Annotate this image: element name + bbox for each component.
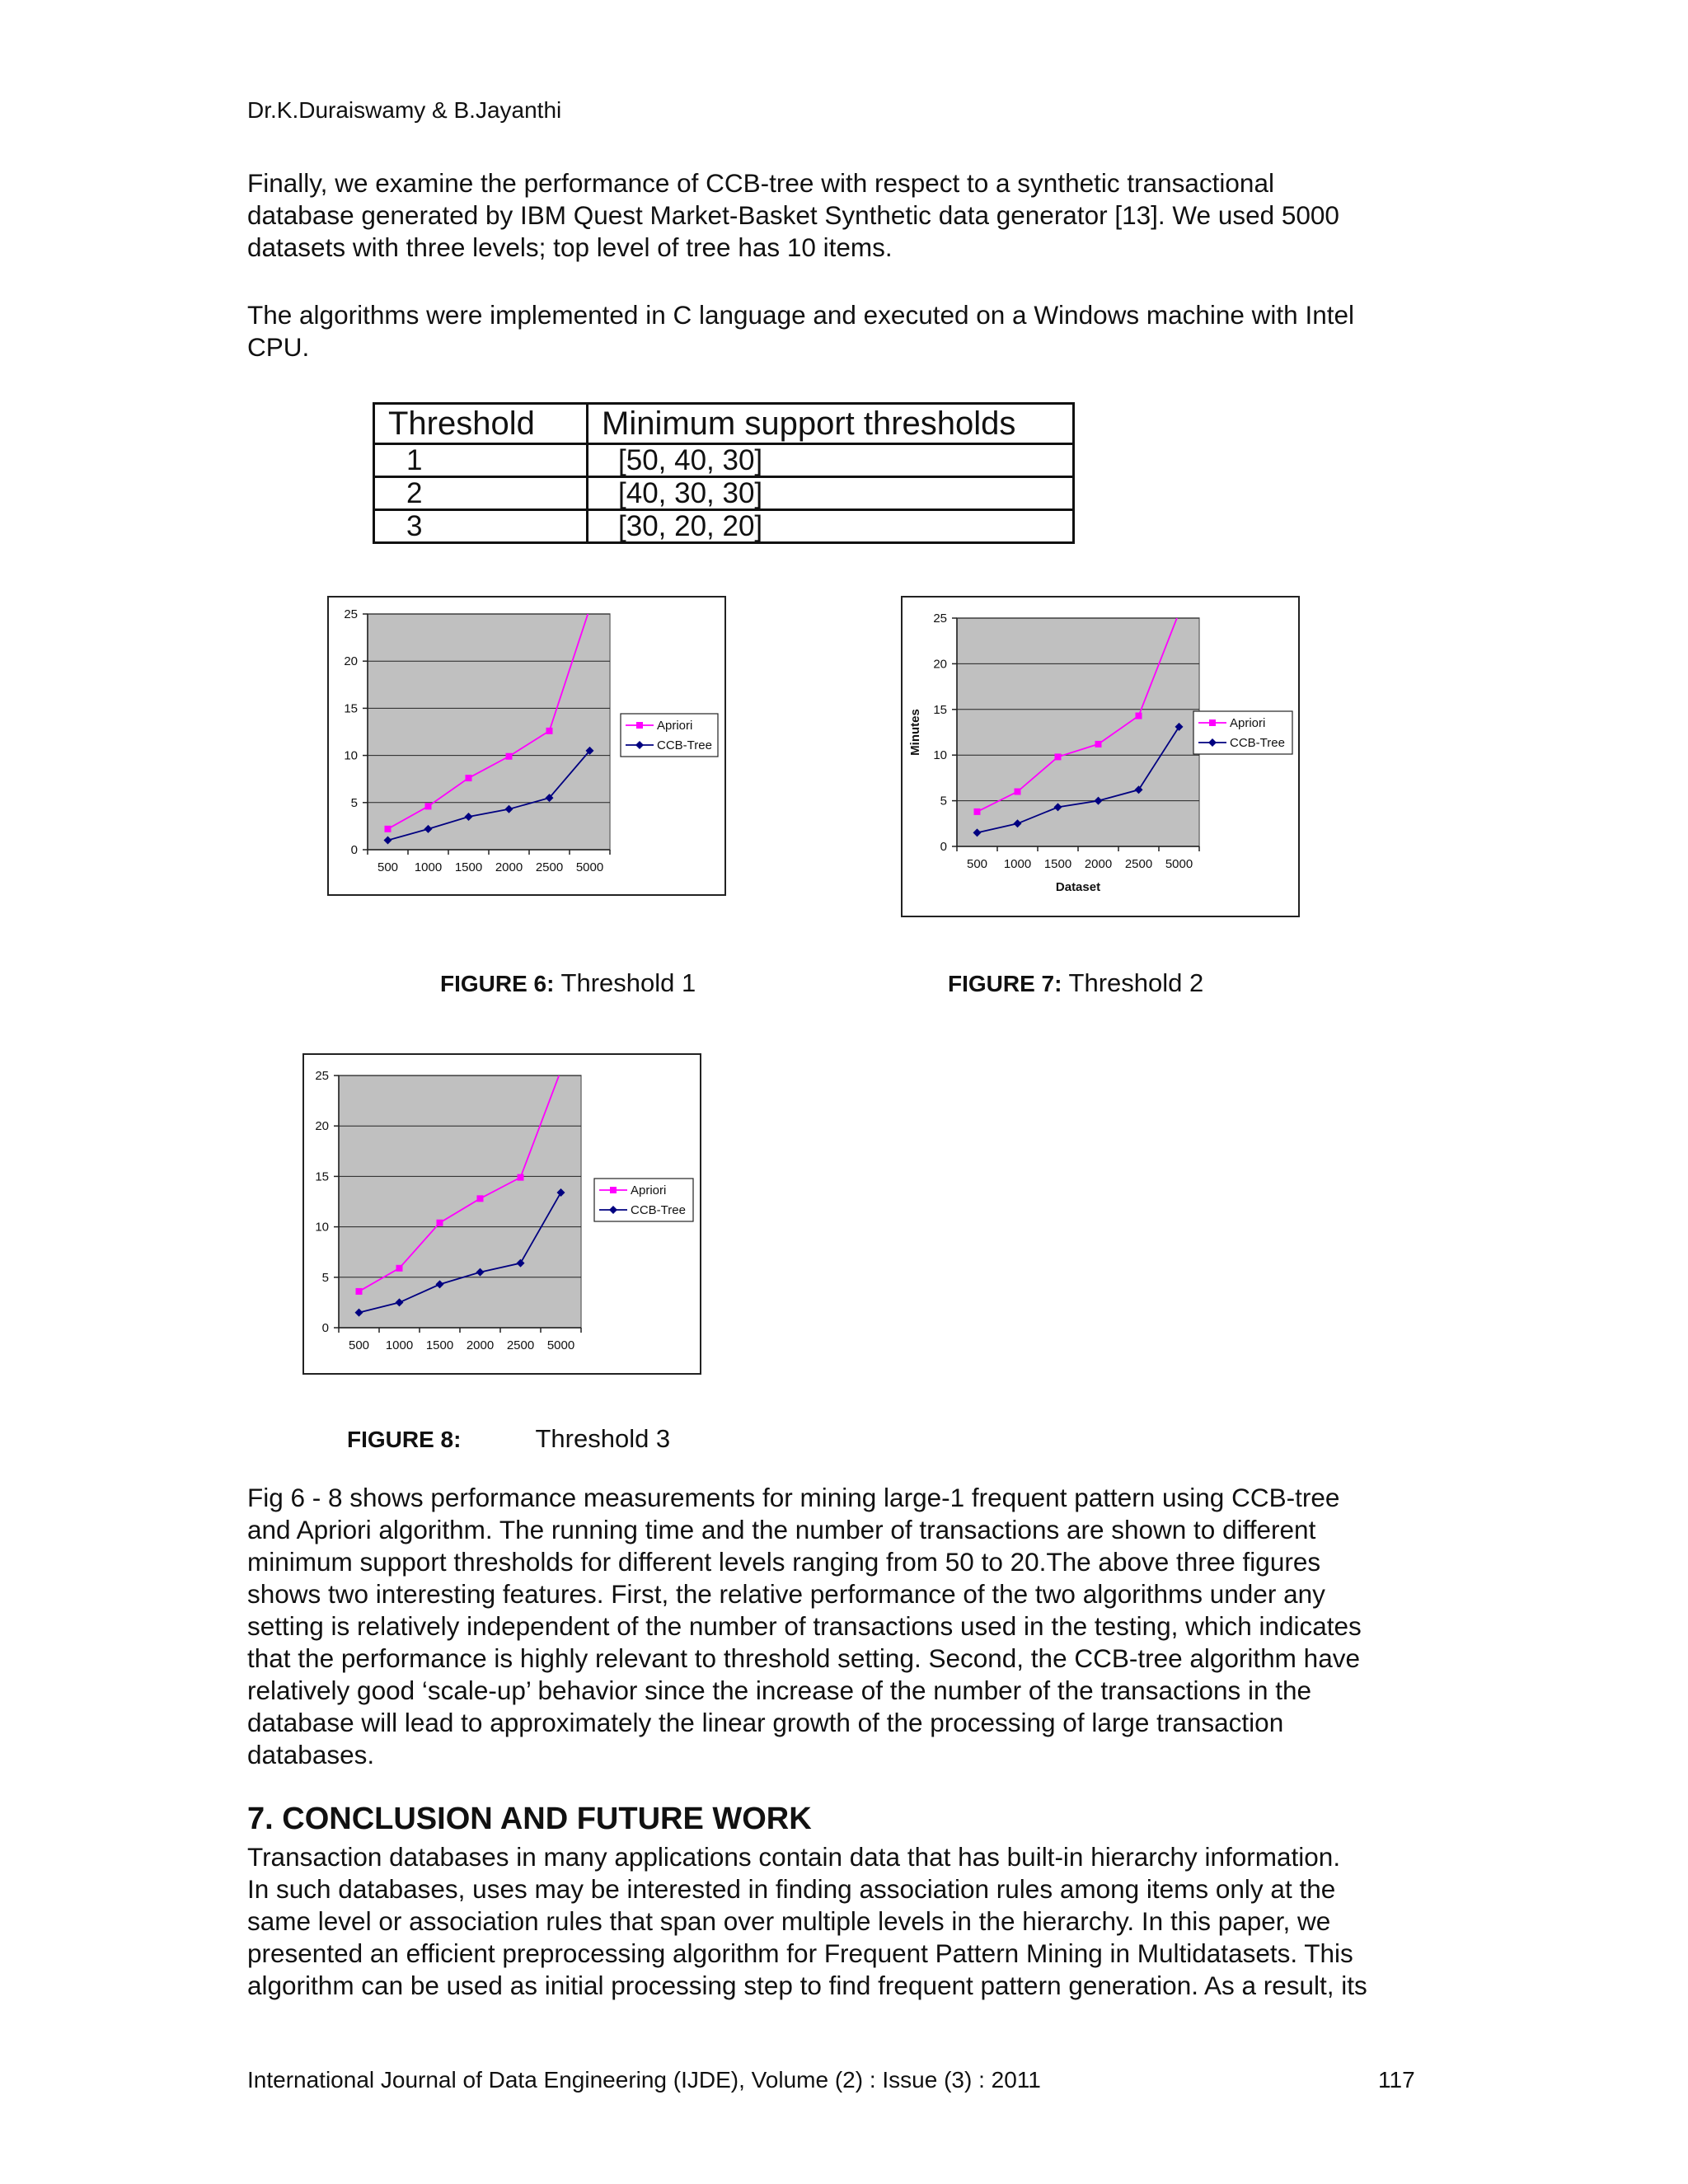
x-tick-label: 500 [377, 860, 399, 874]
x-tick-label: 2500 [1124, 857, 1153, 871]
x-tick-label: 2000 [1084, 857, 1113, 871]
table-cell: [50, 40, 30] [588, 444, 1074, 477]
y-tick-label: 15 [933, 702, 947, 717]
apriori-data-point [974, 808, 981, 815]
x-tick-label: 2000 [466, 1338, 495, 1352]
footer-journal: International Journal of Data Engineering (IJDE), Volume (2) : Issue (3) : 2011 [247, 2067, 1041, 2093]
chart-figure-7 [901, 596, 1300, 917]
y-tick-label: 20 [344, 654, 358, 669]
text-line: CPU. [247, 332, 310, 362]
running-header: Dr.K.Duraiswamy & B.Jayanthi [247, 97, 562, 123]
page-number: 117 [1378, 2067, 1415, 2093]
table-row [374, 510, 1074, 543]
y-tick-label: 0 [350, 843, 358, 857]
chart-svg [302, 1053, 701, 1375]
text-line: that the performance is highly relevant to threshold setting. Second, the CCB-tree algorithm have [247, 1643, 1360, 1673]
caption-label: FIGURE 7: [948, 971, 1062, 996]
x-tick-label: 2500 [506, 1338, 535, 1352]
paragraph-dataset [247, 167, 1447, 264]
legend-label: CCB-Tree [631, 1203, 686, 1217]
y-tick-label: 10 [344, 748, 358, 763]
text-line: shows two interesting features. First, the relative performance of the two algorithms under any [247, 1579, 1325, 1609]
chart-svg [327, 596, 726, 896]
x-tick-label: 2500 [535, 860, 564, 874]
table-row [374, 444, 1074, 477]
table-header-threshold: Threshold [374, 404, 588, 444]
y-tick-label: 5 [321, 1270, 329, 1285]
text-line: presented an efficient preprocessing algorithm for Frequent Pattern Mining in Multidatasets. This [247, 1938, 1353, 1968]
table-cell: [40, 30, 30] [588, 477, 1074, 510]
y-tick-label: 0 [940, 840, 947, 854]
x-tick-label: 1000 [1003, 857, 1032, 871]
text-line: Transaction databases in many applications contain data that has built-in hierarchy information. [247, 1842, 1341, 1872]
figure-8-caption [347, 1424, 670, 1454]
table-cell: 2 [374, 477, 588, 510]
apriori-data-point [518, 1174, 524, 1181]
chart-svg [901, 596, 1300, 917]
paragraph-implementation [247, 299, 1447, 363]
legend-label: Apriori [631, 1183, 667, 1197]
text-line: Fig 6 - 8 shows performance measurements for mining large-1 frequent pattern using CCB-tree [247, 1483, 1340, 1512]
legend-apriori-marker [1209, 719, 1216, 726]
apriori-data-point [1015, 789, 1021, 795]
x-axis-title: Dataset [1055, 880, 1101, 894]
legend-label: Apriori [1230, 716, 1266, 730]
table-cell: 3 [374, 510, 588, 543]
apriori-data-point [466, 775, 472, 781]
threshold-table [373, 402, 1075, 544]
text-line: databases. [247, 1740, 375, 1769]
y-tick-label: 15 [315, 1169, 329, 1184]
table-cell: [30, 20, 20] [588, 510, 1074, 543]
legend-label: CCB-Tree [1230, 736, 1285, 750]
y-axis-title: Minutes [908, 709, 922, 756]
plot-area [368, 614, 610, 850]
table-header-min-support: Minimum support thresholds [588, 404, 1074, 444]
text-line: algorithm can be used as initial processing step to find frequent pattern generation. As a result, its [247, 1971, 1367, 2000]
y-tick-label: 10 [315, 1220, 329, 1235]
caption-text: Threshold 3 [535, 1424, 671, 1453]
paragraph-results [247, 1482, 1447, 1771]
legend-label: CCB-Tree [657, 738, 712, 752]
y-tick-label: 5 [350, 795, 358, 810]
y-tick-label: 25 [315, 1069, 329, 1083]
x-tick-label: 1000 [414, 860, 443, 874]
caption-label: FIGURE 6: [440, 971, 555, 996]
section-heading: 7. CONCLUSION AND FUTURE WORK [247, 1802, 812, 1836]
text-line: The algorithms were implemented in C language and executed on a Windows machine with Intel [247, 300, 1354, 330]
x-tick-label: 5000 [546, 1338, 575, 1352]
legend-apriori-marker [636, 722, 643, 729]
y-tick-label: 5 [940, 794, 947, 808]
table-header-row [374, 404, 1074, 444]
caption-label: FIGURE 8: [347, 1427, 462, 1452]
x-tick-label: 500 [348, 1338, 370, 1352]
paragraph-conclusion [247, 1841, 1447, 2002]
text-line: In such databases, uses may be interested in finding association rules among items only at the [247, 1874, 1336, 1904]
apriori-data-point [1055, 753, 1062, 760]
legend-label: Apriori [657, 719, 693, 733]
apriori-data-point [425, 803, 432, 809]
text-line: setting is relatively independent of the number of transactions used in the testing, which indicates [247, 1611, 1362, 1641]
chart-figure-6 [327, 596, 726, 896]
apriori-data-point [1136, 713, 1142, 719]
apriori-data-point [1095, 741, 1102, 748]
y-tick-label: 10 [933, 748, 947, 763]
x-tick-label: 1000 [385, 1338, 414, 1352]
y-tick-label: 0 [321, 1321, 329, 1335]
caption-text: Threshold 2 [1062, 968, 1204, 997]
x-tick-label: 1500 [454, 860, 483, 874]
y-tick-label: 20 [933, 657, 947, 672]
text-line: datasets with three levels; top level of tree has 10 items. [247, 232, 893, 262]
text-line: same level or association rules that span over multiple levels in the hierarchy. In this paper, we [247, 1906, 1331, 1936]
text-line: relatively good ‘scale-up’ behavior since the increase of the number of the transactions in the [247, 1675, 1312, 1705]
apriori-data-point [356, 1288, 363, 1295]
apriori-data-point [437, 1220, 443, 1226]
y-tick-label: 15 [344, 701, 358, 716]
text-line: database will lead to approximately the linear growth of the processing of large transaction [247, 1708, 1284, 1737]
caption-text: Threshold 1 [554, 968, 696, 997]
apriori-data-point [385, 826, 392, 832]
y-tick-label: 25 [933, 612, 947, 626]
figure-7-caption [948, 968, 1203, 998]
y-tick-label: 20 [315, 1119, 329, 1134]
legend-apriori-marker [610, 1187, 617, 1193]
apriori-data-point [396, 1265, 403, 1272]
x-tick-label: 1500 [1043, 857, 1072, 871]
apriori-data-point [546, 728, 553, 734]
x-tick-label: 5000 [575, 860, 604, 874]
chart-figure-8 [302, 1053, 701, 1375]
x-tick-label: 5000 [1165, 857, 1193, 871]
x-tick-label: 1500 [425, 1338, 454, 1352]
y-tick-label: 25 [344, 607, 358, 621]
x-tick-label: 2000 [495, 860, 523, 874]
text-line: and Apriori algorithm. The running time and the number of transactions are shown to different [247, 1515, 1316, 1544]
x-tick-label: 500 [966, 857, 988, 871]
text-line: minimum support thresholds for different levels ranging from 50 to 20.The above three figures [247, 1547, 1321, 1577]
text-line: database generated by IBM Quest Market-Basket Synthetic data generator [13]. We used 5000 [247, 200, 1339, 230]
table-cell: 1 [374, 444, 588, 477]
table-row [374, 477, 1074, 510]
apriori-data-point [477, 1195, 484, 1202]
figure-6-caption [440, 968, 696, 998]
apriori-data-point [506, 753, 513, 760]
text-line: Finally, we examine the performance of CCB-tree with respect to a synthetic transactional [247, 168, 1274, 198]
